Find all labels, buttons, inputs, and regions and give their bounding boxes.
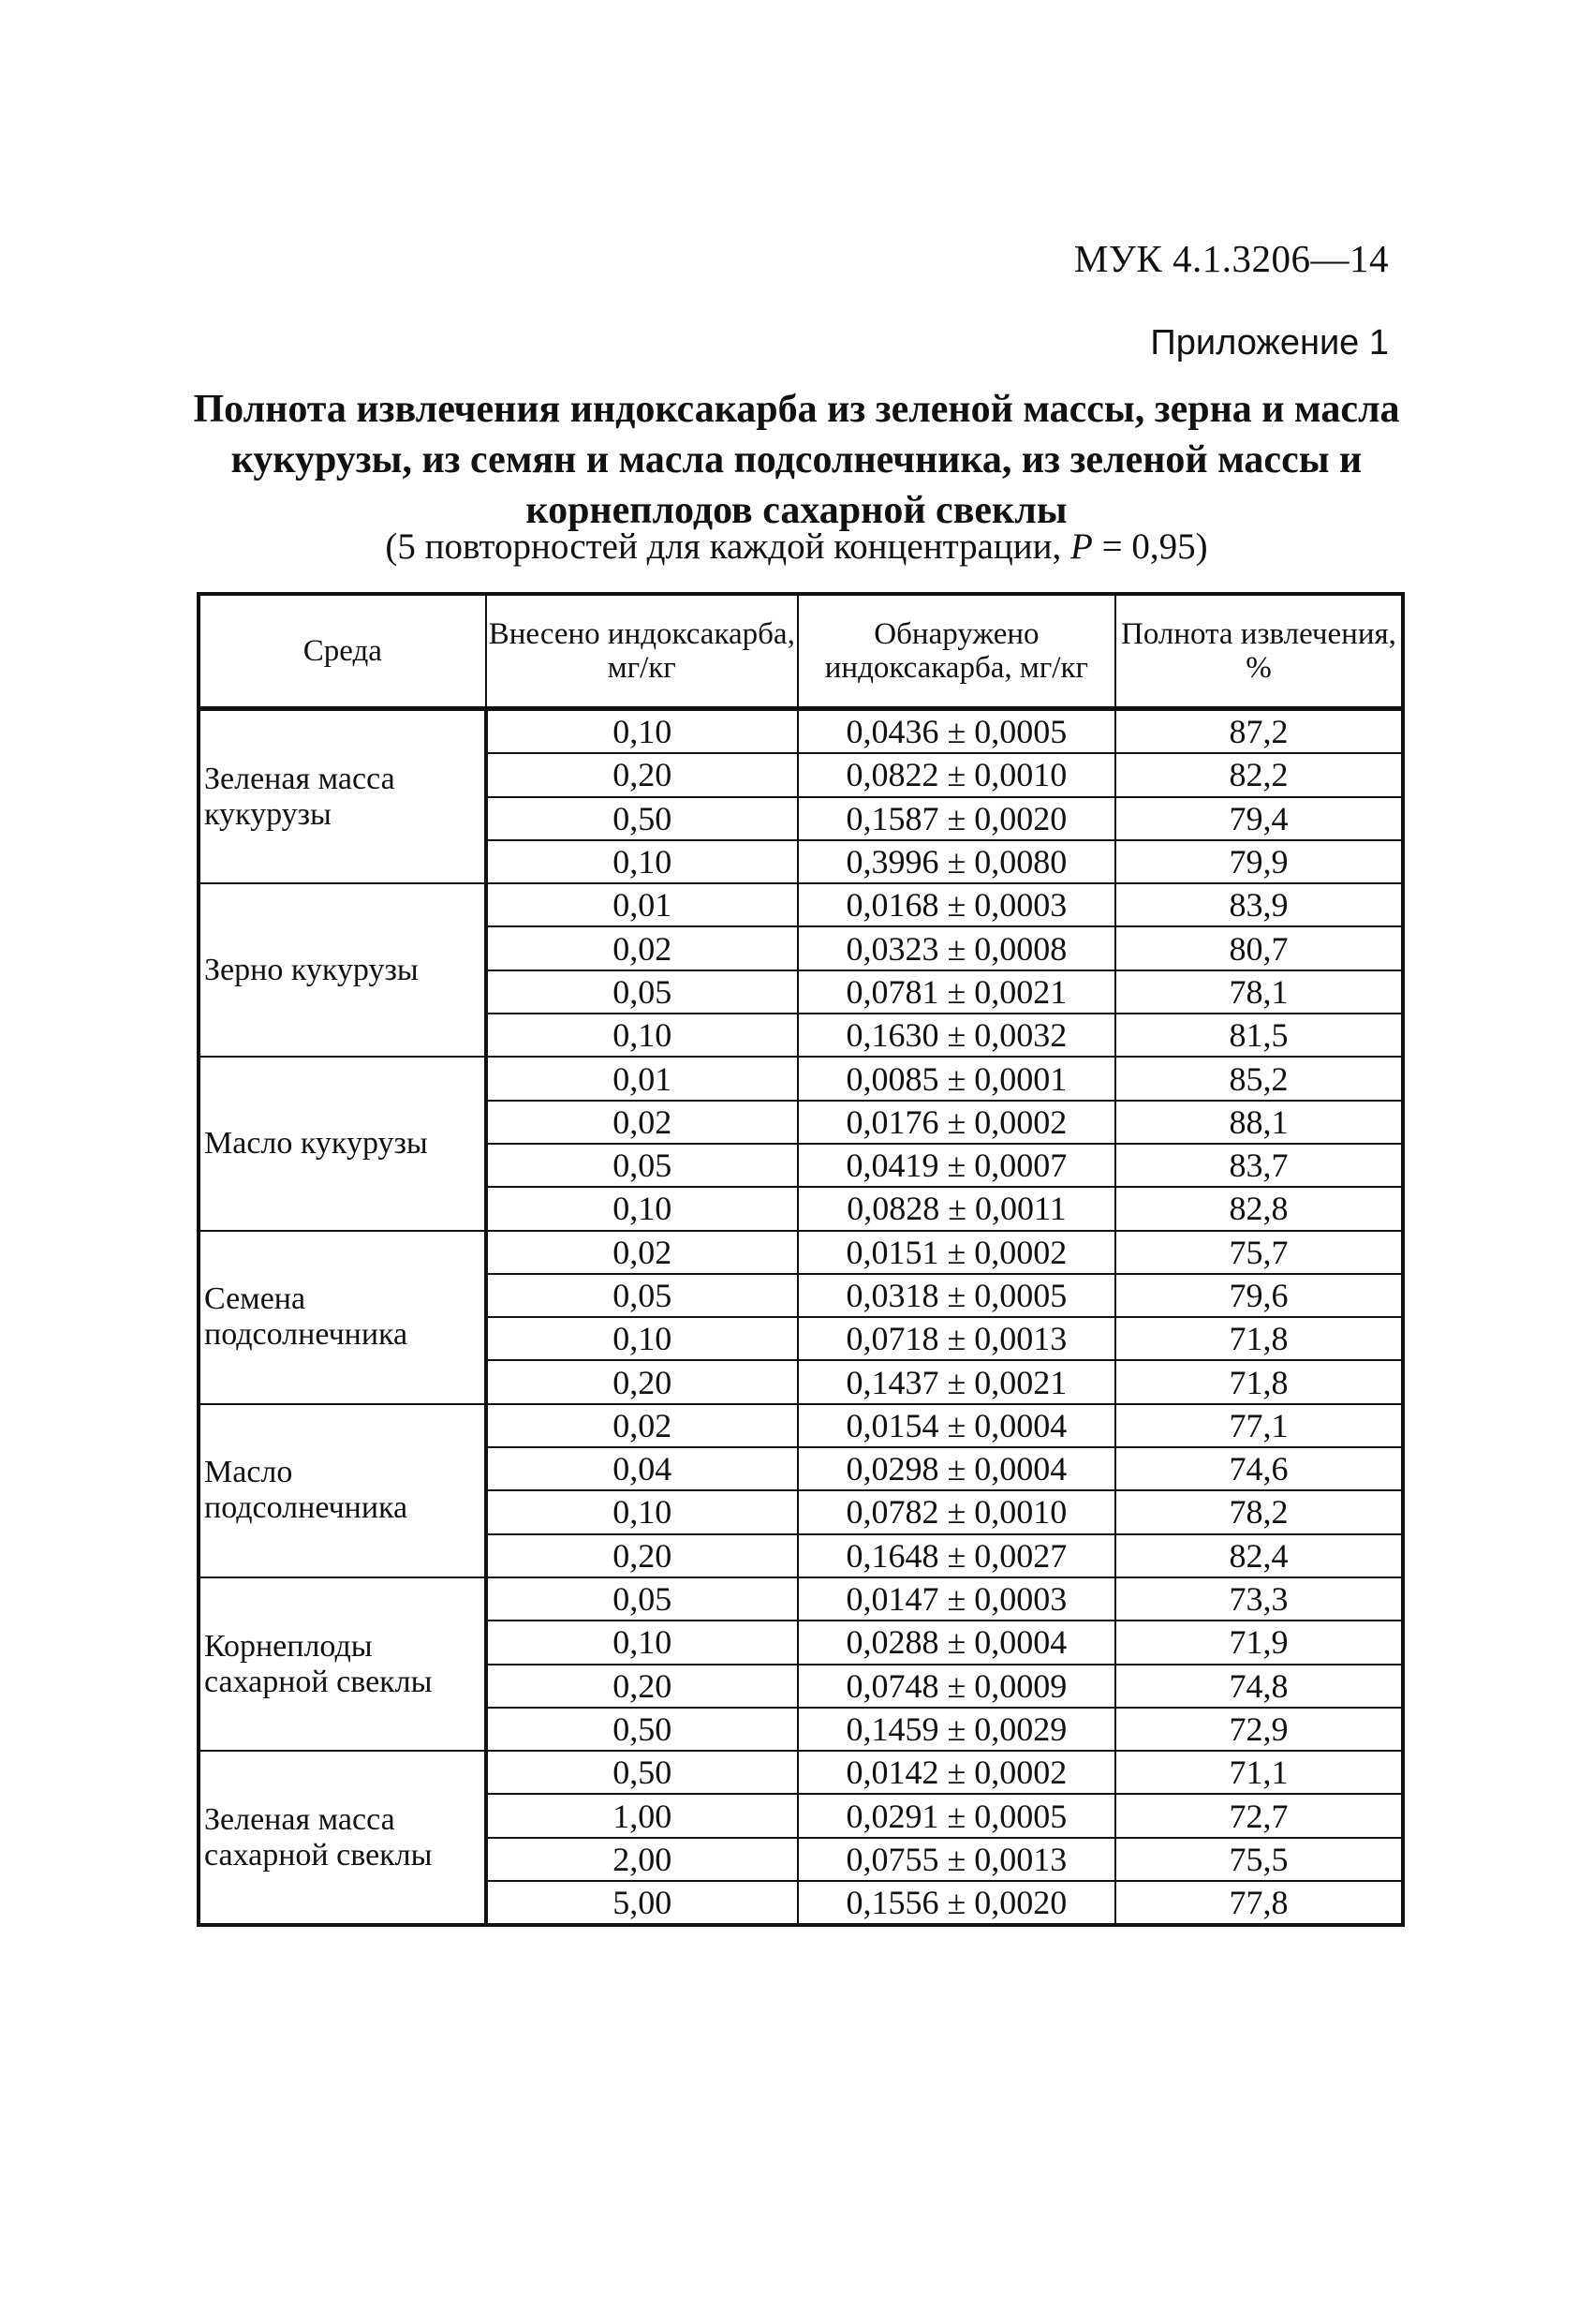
recovery-cell: 71,9 [1115,1621,1403,1664]
found-cell: 0,1556 ± 0,0020 [798,1881,1115,1925]
appendix-label: Приложение 1 [1150,323,1389,363]
recovery-cell: 83,7 [1115,1144,1403,1187]
recovery-cell: 72,7 [1115,1794,1403,1837]
added-cell: 0,01 [486,883,798,926]
found-cell: 0,0298 ± 0,0004 [798,1447,1115,1490]
added-cell: 0,02 [486,1101,798,1144]
table-row [199,883,1403,926]
recovery-cell: 83,9 [1115,883,1403,926]
recovery-cell: 87,2 [1115,709,1403,754]
added-cell: 0,05 [486,1144,798,1187]
recovery-cell: 82,4 [1115,1534,1403,1577]
added-cell: 0,20 [486,1360,798,1403]
recovery-cell: 77,1 [1115,1404,1403,1447]
recovery-cell: 71,1 [1115,1751,1403,1794]
header-found: Обнаружено индоксакарба, мг/кг [798,594,1115,709]
medium-cell: Масло кукурузы [199,1057,486,1230]
added-cell: 0,10 [486,1490,798,1533]
table-row [199,1577,1403,1621]
header-recovery: Полнота извлечения, % [1115,594,1403,709]
found-cell: 0,0718 ± 0,0013 [798,1317,1115,1360]
medium-cell: Корнеплоды сахарной свеклы [199,1577,486,1751]
found-cell: 0,1648 ± 0,0027 [798,1534,1115,1577]
added-cell: 0,10 [486,1317,798,1360]
added-cell: 0,10 [486,709,798,754]
added-cell: 5,00 [486,1881,798,1925]
found-cell: 0,3996 ± 0,0080 [798,840,1115,883]
found-cell: 0,0781 ± 0,0021 [798,970,1115,1014]
added-cell: 0,50 [486,1751,798,1794]
recovery-cell: 72,9 [1115,1708,1403,1751]
added-cell: 1,00 [486,1794,798,1837]
recovery-cell: 75,7 [1115,1231,1403,1274]
subtitle-prefix: (5 повторностей для каждой концентрации, [385,526,1071,567]
table-row [199,1057,1403,1100]
added-cell: 0,10 [486,1621,798,1664]
recovery-cell: 81,5 [1115,1014,1403,1057]
recovery-cell: 74,8 [1115,1665,1403,1708]
added-cell: 0,02 [486,926,798,970]
found-cell: 0,0748 ± 0,0009 [798,1665,1115,1708]
table-row [199,1231,1403,1274]
recovery-cell: 85,2 [1115,1057,1403,1100]
found-cell: 0,0168 ± 0,0003 [798,883,1115,926]
found-cell: 0,1630 ± 0,0032 [798,1014,1115,1057]
recovery-cell: 79,6 [1115,1274,1403,1317]
recovery-cell: 79,4 [1115,797,1403,840]
medium-cell: Зеленая масса кукурузы [199,709,486,884]
recovery-cell: 78,1 [1115,970,1403,1014]
recovery-cell: 74,6 [1115,1447,1403,1490]
added-cell: 0,02 [486,1404,798,1447]
recovery-cell: 80,7 [1115,926,1403,970]
recovery-table [197,592,1405,1927]
table-subtitle [187,525,1406,570]
found-cell: 0,0782 ± 0,0010 [798,1490,1115,1533]
subtitle-p-symbol: P [1070,526,1093,567]
recovery-cell: 71,8 [1115,1360,1403,1403]
recovery-cell: 79,9 [1115,840,1403,883]
added-cell: 0,20 [486,753,798,796]
found-cell: 0,1587 ± 0,0020 [798,797,1115,840]
found-cell: 0,0755 ± 0,0013 [798,1838,1115,1881]
found-cell: 0,0142 ± 0,0002 [798,1751,1115,1794]
found-cell: 0,0288 ± 0,0004 [798,1621,1115,1664]
added-cell: 0,01 [486,1057,798,1100]
recovery-cell: 82,2 [1115,753,1403,796]
recovery-cell: 71,8 [1115,1317,1403,1360]
added-cell: 0,05 [486,1577,798,1621]
added-cell: 2,00 [486,1838,798,1881]
document-code: МУК 4.1.3206—14 [1073,237,1389,280]
found-cell: 0,0085 ± 0,0001 [798,1057,1115,1100]
found-cell: 0,0419 ± 0,0007 [798,1144,1115,1187]
found-cell: 0,1459 ± 0,0029 [798,1708,1115,1751]
table-row [199,1751,1403,1794]
recovery-cell: 78,2 [1115,1490,1403,1533]
medium-cell: Семена подсолнечника [199,1231,486,1404]
recovery-cell: 88,1 [1115,1101,1403,1144]
found-cell: 0,0828 ± 0,0011 [798,1187,1115,1230]
added-cell: 0,10 [486,1014,798,1057]
header-row [199,594,1403,709]
added-cell: 0,04 [486,1447,798,1490]
added-cell: 0,50 [486,797,798,840]
table-title: Полнота извлечения индоксакарба из зеленой массы, зерна и масла кукурузы, из семян и масла подсолнечника, из зеленой массы и корнеплодов сахарной свеклы [193,388,1400,532]
header-added: Внесено индоксакарба, мг/кг [486,594,798,709]
found-cell: 0,0147 ± 0,0003 [798,1577,1115,1621]
found-cell: 0,1437 ± 0,0021 [798,1360,1115,1403]
medium-cell: Масло подсолнечника [199,1404,486,1577]
recovery-cell: 77,8 [1115,1881,1403,1925]
found-cell: 0,0291 ± 0,0005 [798,1794,1115,1837]
added-cell: 0,10 [486,840,798,883]
subtitle-suffix: = 0,95) [1092,526,1208,567]
recovery-cell: 73,3 [1115,1577,1403,1621]
added-cell: 0,20 [486,1534,798,1577]
added-cell: 0,02 [486,1231,798,1274]
found-cell: 0,0436 ± 0,0005 [798,709,1115,754]
recovery-cell: 82,8 [1115,1187,1403,1230]
added-cell: 0,05 [486,970,798,1014]
found-cell: 0,0318 ± 0,0005 [798,1274,1115,1317]
added-cell: 0,10 [486,1187,798,1230]
added-cell: 0,20 [486,1665,798,1708]
found-cell: 0,0151 ± 0,0002 [798,1231,1115,1274]
medium-cell: Зеленая масса сахарной свеклы [199,1751,486,1925]
found-cell: 0,0822 ± 0,0010 [798,753,1115,796]
found-cell: 0,0323 ± 0,0008 [798,926,1115,970]
header-medium: Среда [199,594,486,709]
table-row [199,1404,1403,1447]
table-row [199,709,1403,754]
found-cell: 0,0176 ± 0,0002 [798,1101,1115,1144]
found-cell: 0,0154 ± 0,0004 [798,1404,1115,1447]
added-cell: 0,50 [486,1708,798,1751]
table-body [199,709,1403,1926]
added-cell: 0,05 [486,1274,798,1317]
recovery-cell: 75,5 [1115,1838,1403,1881]
medium-cell: Зерно кукурузы [199,883,486,1057]
